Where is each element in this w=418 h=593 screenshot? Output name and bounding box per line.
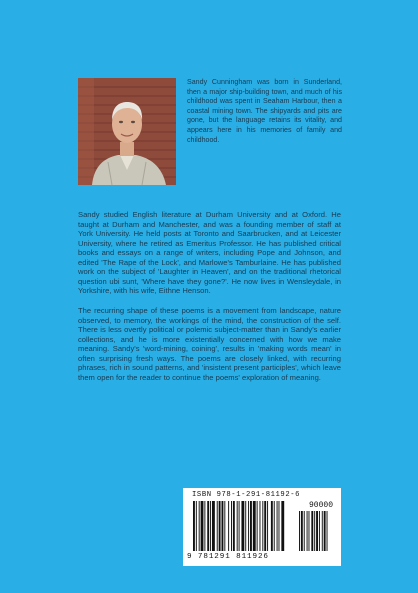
poems-description-paragraph: The recurring shape of these poems is a movement from landscape, nature observed, to memory, the workings of the mind, the construction of the self. There is less overtly political or polemic subject-matter than in Sandy's earlier collections, and he is more existentially concerned with how we make meaning. Sandy's 'word-mining, coining', results in 'making words mean' in often surprising fresh ways. The poems are closely linked, with recurring phrases, rich in sound patterns, and 'insistent present participles', which leave them open for the reader to continue the poems' exploration of meaning.	[78, 306, 341, 382]
barcode-panel	[183, 488, 341, 566]
ean-digits: 9 781291 811926	[187, 553, 269, 561]
author-short-bio: Sandy Cunningham was born in Sunderland, then a major ship-building town, and much of his childhood was spent in Seaham Harbour, then a coastal mining town. The shipyards and pits are gone, but the language retains its vitality, and appears here in his memories of family and childhood.	[187, 78, 342, 144]
isbn-label: ISBN 978-1-291-81192-6	[192, 491, 301, 499]
author-portrait-photo	[78, 78, 176, 185]
price-code: 90000	[308, 501, 333, 510]
author-career-paragraph: Sandy studied English literature at Durham University and at Oxford. He taught at Durham and Manchester, and was a founding member of staff at York University. He held posts at Toronto and Saarbrucken, and at Leicester University, where he retired as Emeritus Professor. He has published critical books and essays on a range of writers, including Pope and Johnson, and edited 'The Rape of the Lock', and Marlowe's Tamburlaine. He has published work on the subject of 'Laughter in Heaven', and on the traditional rhetorical question ubi sunt, 'Where have they gone?'. He now lives in Wensleydale, in Yorkshire, with his wife, Eithne Henson.	[78, 210, 341, 296]
author-photo	[78, 78, 176, 185]
